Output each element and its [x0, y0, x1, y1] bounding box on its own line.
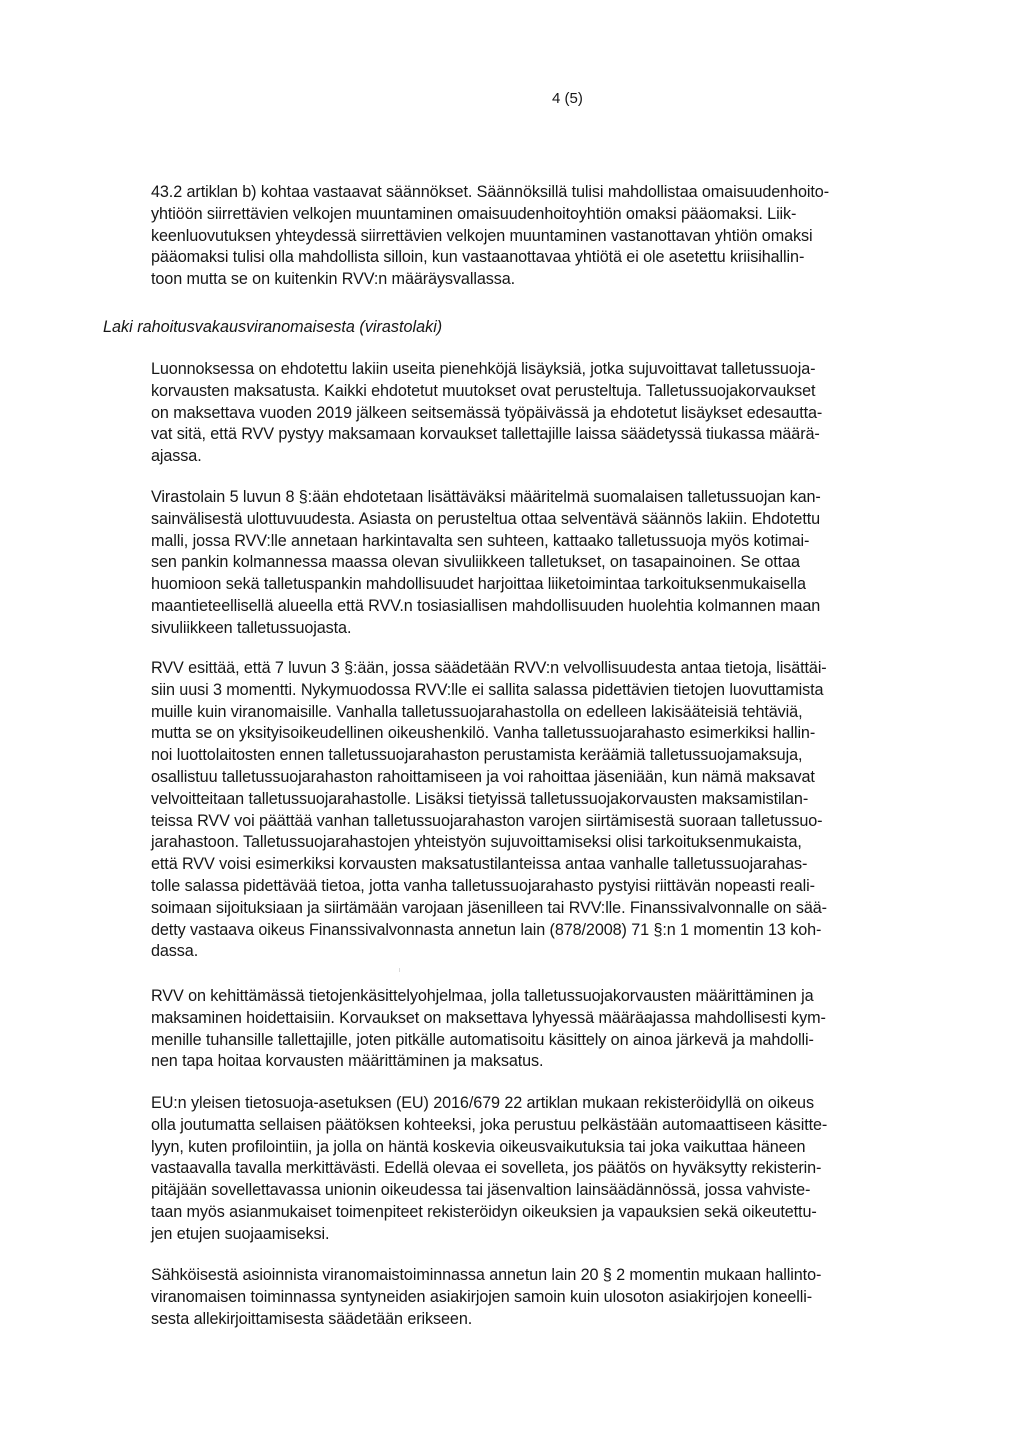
paragraph-line: RVV esittää, että 7 luvun 3 §:ään, jossa säädetään RVV:n velvollisuudesta antaa tietoja, lisättäi-	[151, 659, 827, 677]
paragraph-line: detty vastaava oikeus Finanssivalvonnasta annetun lain (878/2008) 71 §:n 1 momentin 13 koh-	[151, 920, 822, 939]
paragraph-data-processing	[151, 986, 951, 1073]
section-heading: Laki rahoitusvakausviranomaisesta (virastolaki)	[103, 318, 443, 336]
paragraph-line: mutta se on yksityisoikeudellinen oikeushenkilö. Vanha talletussuojarahasto esimerkiksi hallin-	[151, 724, 816, 743]
paragraph-electronic-services	[151, 1265, 951, 1330]
paragraph-line: 43.2 artiklan b) kohtaa vastaavat säännökset. Säännöksillä tulisi mahdollistaa omaisuudenhoito-	[151, 183, 829, 201]
paragraph-line: Sähköisestä asioinnista viranomaistoiminnassa annetun lain 20 § 2 momentin mukaan hallinto-	[151, 1266, 822, 1284]
paragraph-line: sainvälisestä ulottuvuudesta. Asiasta on perusteltua ottaa selventävä säännös lakiin. Ehdotettu	[151, 509, 821, 528]
paragraph-line: lyyn, kuten profilointiin, ja jolla on häntä koskevia oikeusvaikutuksia tai joka vaikuttaa häneen	[151, 1137, 806, 1156]
paragraph-line: toon mutta se on kuitenkin RVV:n määräysvallassa.	[151, 270, 516, 289]
scan-speck	[399, 968, 400, 972]
paragraph-line: vat sitä, että RVV pystyy maksamaan korvaukset tallettajille laissa säädetyssä tiukassa määrä-	[151, 425, 820, 444]
paragraph-line: muille kuin viranomaisille. Vanhalla talletussuojarahastolla on edelleen lakisääteisiä tehtäviä,	[151, 702, 803, 721]
paragraph-line: keenluovutuksen yhteydessä siirrettävien velkojen muuntaminen vastanottavan yhtiön omaksi	[151, 226, 813, 245]
paragraph-line: jarahastoon. Talletussuojarahastojen yhteistyön sujuvoittamiseksi olisi tarkoituksenmukaista,	[151, 833, 802, 852]
paragraph-line: osallistuu talletussuojarahaston rahoittamiseen ja voi rahoittaa jäseniään, kun nämä maksavat	[151, 767, 815, 786]
paragraph-line: olla joutumatta sellaisen päätöksen kohteeksi, joka perustuu pelkästään automaattiseen käsitte-	[151, 1115, 828, 1134]
paragraph-line: pitäjään sovellettavassa unionin oikeudessa tai jäsenvaltion lainsäädännössä, jossa vahviste-	[151, 1181, 811, 1200]
paragraph-line: RVV on kehittämässä tietojenkäsittelyohjelmaa, jolla talletussuojakorvausten määrittäminen ja	[151, 987, 814, 1005]
intro-paragraph	[151, 182, 951, 291]
paragraph-deposit-guarantee	[151, 359, 951, 468]
paragraph-line: korvausten maksatusta. Kaikki ehdotetut muutokset ovat perusteltuja. Talletussuojakorvaukset	[151, 381, 816, 400]
paragraph-line: soimaan sijoituksiaan ja siirtämään varojaan jäsenilleen tai RVV:lle. Finanssivalvonnalle on sää-	[151, 898, 827, 917]
paragraph-line: pääomaksi tulisi olla mahdollista silloin, kun vastaanottavaa yhtiötä ei ole asetettu kriisihallin-	[151, 248, 805, 267]
paragraph-line: yhtiöön siirrettävien velkojen muuntaminen omaisuudenhoitoyhtiön omaksi pääomaksi. Liik-	[151, 204, 797, 223]
paragraph-line: Luonnoksessa on ehdotettu lakiin useita pienehköjä lisäyksiä, jotka sujuvoittavat talletussuoja-	[151, 360, 816, 378]
paragraph-line: siin uusi 3 momentti. Nykymuodossa RVV:lle ei sallita salassa pidettävien tietojen luovuttamista	[151, 680, 824, 699]
paragraph-line: EU:n yleisen tietosuoja-asetuksen (EU) 2016/679 22 artiklan mukaan rekisteröidyllä on oikeus	[151, 1094, 814, 1112]
paragraph-line: viranomaisen toiminnassa syntyneiden asiakirjojen samoin kuin ulosoton asiakirjojen koneelli-	[151, 1287, 813, 1306]
paragraph-line: dassa.	[151, 942, 199, 961]
paragraph-line: että RVV voisi esimerkiksi korvausten maksatustilanteissa antaa vanhalle talletussuojarahas-	[151, 855, 808, 874]
paragraph-line: malli, jossa RVV:lle annetaan harkintavalta sen suhteen, kattaako talletussuoja myös kotimai-	[151, 531, 810, 550]
paragraph-line: teissa RVV voi päättää vanhan talletussuojarahaston varojen siirtämisestä suoraan talletussuo-	[151, 811, 823, 830]
paragraph-information-disclosure	[151, 658, 951, 963]
paragraph-line: sen pankin kolmannessa maassa olevan sivuliikkeen talletukset, on tasapainoinen. Se ottaa	[151, 553, 800, 572]
paragraph-line: menille tuhansille tallettajille, joten pitkälle automatisoitu käsittely on ainoa järkevä ja mahdolli-	[151, 1030, 814, 1049]
paragraph-line: maantieteellisellä alueella että RVV.n tosiasiallisen mahdollisuuden huolehtia kolmannen maan	[151, 596, 821, 615]
paragraph-line: ajassa.	[151, 447, 202, 466]
paragraph-line: on maksettava vuoden 2019 jälkeen seitsemässä työpäivässä ja ehdotetut lisäykset edesautta-	[151, 403, 823, 422]
paragraph-line: huomioon sekä talletuspankin mahdollisuudet harjoittaa liiketoimintaa tarkoituksenmukaisella	[151, 575, 806, 594]
paragraph-line: noi luottolaitosten ennen talletussuojarahaston perustamista keräämiä talletussuojamaksuja,	[151, 746, 803, 765]
paragraph-line: sesta allekirjoittamisesta säädetään erikseen.	[151, 1309, 473, 1328]
paragraph-line: maksaminen hoidettaisiin. Korvaukset on maksettava lyhyessä määräajassa mahdollisesti kym-	[151, 1008, 826, 1027]
paragraph-line: jen etujen suojaamiseksi.	[151, 1224, 330, 1243]
paragraph-line: vastaavalla tavalla merkittävästi. Edellä olevaa ei sovelleta, jos päätös on hyväksytty rekisterin-	[151, 1159, 822, 1178]
paragraph-line: taan myös asianmukaiset toimenpiteet rekisteröidyn oikeuksien ja vapauksien sekä oikeutettu-	[151, 1202, 817, 1221]
paragraph-line: Virastolain 5 luvun 8 §:ään ehdotetaan lisättäväksi määritelmä suomalaisen talletussuojan kan-	[151, 488, 821, 506]
paragraph-line: sivuliikkeen talletussuojasta.	[151, 618, 352, 637]
paragraph-gdpr	[151, 1093, 951, 1246]
page-number: 4 (5)	[552, 90, 583, 107]
paragraph-international-scope	[151, 487, 951, 640]
paragraph-line: nen tapa hoitaa korvausten määrittäminen ja maksatus.	[151, 1052, 544, 1071]
paragraph-line: velvoitteitaan talletussuojarahastolle. Lisäksi tietyissä talletussuojakorvausten maksamistilan-	[151, 789, 809, 808]
paragraph-line: tolle salassa pidettävää tietoa, jotta vanha talletussuojarahasto pystyisi riittävän nopeasti reali-	[151, 876, 815, 895]
